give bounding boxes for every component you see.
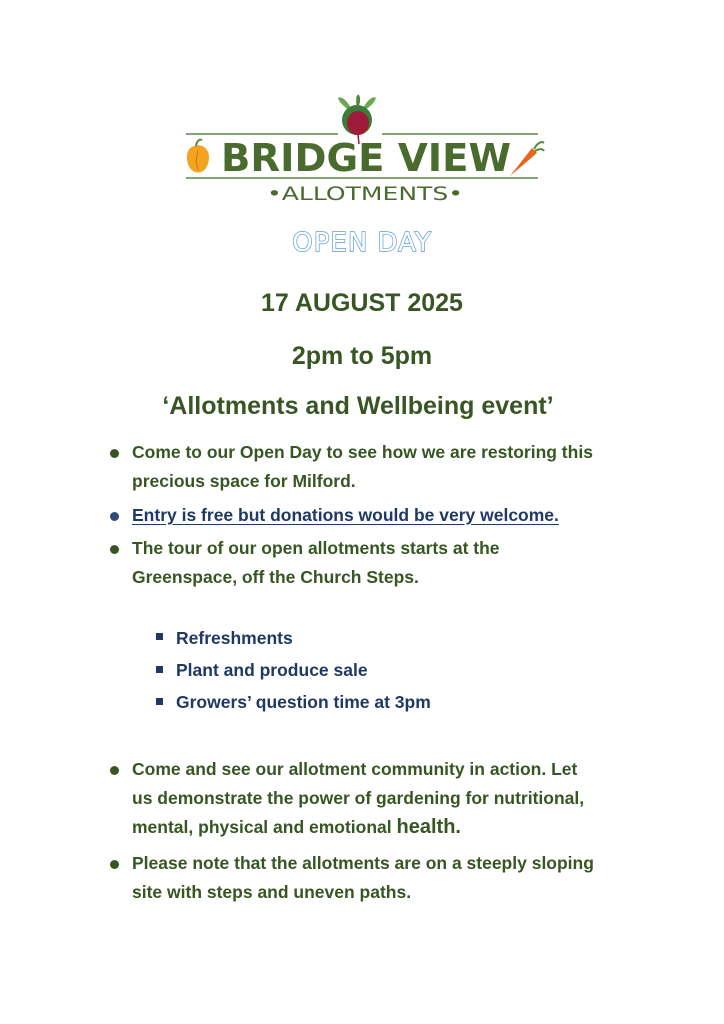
pepper-icon bbox=[187, 140, 209, 173]
sub-item-plant-sale: Plant and produce sale bbox=[176, 660, 368, 680]
logo-subtitle: •ALLOTMENTS• bbox=[267, 183, 463, 205]
list-item: Please note that the allotments are on a steeply sloping site with steps and uneven paths. bbox=[132, 853, 594, 902]
bullet-dot bbox=[110, 860, 119, 869]
sub-item-question-time: Growers’ question time at 3pm bbox=[176, 692, 431, 712]
logo-title: BRIDGE VIEW bbox=[221, 136, 511, 180]
sub-bullet-square bbox=[156, 666, 163, 673]
open-day-heading: OPEN DAY bbox=[292, 228, 432, 258]
list-item: Come to our Open Day to see how we are restoring this precious space for Milford. bbox=[132, 442, 593, 491]
bullet-dot bbox=[110, 449, 119, 458]
event-date: 17 AUGUST 2025 bbox=[261, 289, 463, 317]
sub-item-refreshments: Refreshments bbox=[176, 628, 293, 648]
bullet-dot bbox=[110, 766, 119, 775]
bullet-dot bbox=[110, 512, 119, 521]
donation-link[interactable]: Entry is free but donations would be very welcome. bbox=[132, 505, 559, 525]
bullet-dot bbox=[110, 545, 119, 554]
list-item: Come and see our allotment community in action. Let us demonstrate the power of gardening for nutritional, mental, physical and emotional health. bbox=[132, 759, 585, 838]
list-item: The tour of our open allotments starts at the Greenspace, off the Church Steps. bbox=[132, 538, 500, 587]
event-time: 2pm to 5pm bbox=[291, 342, 433, 370]
carrot-icon bbox=[510, 142, 544, 176]
bridge-view-logo bbox=[180, 94, 545, 210]
sub-bullet-square bbox=[156, 633, 163, 640]
sub-bullet-square bbox=[156, 698, 163, 705]
event-name: ‘Allotments and Wellbeing event’ bbox=[162, 392, 554, 420]
list-item bbox=[132, 501, 652, 530]
